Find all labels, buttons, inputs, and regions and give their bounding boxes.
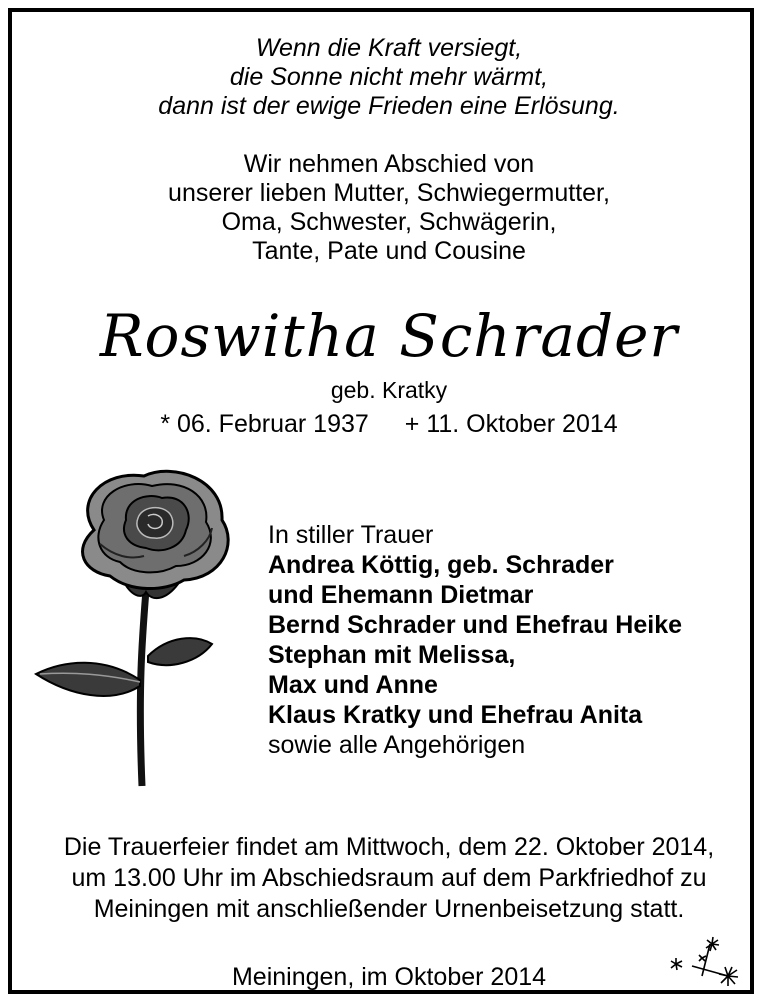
- intro-text: [12, 150, 760, 266]
- mourner-name: Klaus Kratky und Ehefrau Anita: [268, 701, 643, 729]
- mourners-closing: sowie alle Angehörigen: [268, 731, 526, 759]
- mourner-name: und Ehemann Dietmar: [268, 581, 534, 609]
- poem: [12, 34, 760, 121]
- funeral-line: Meiningen mit anschließender Urnenbeisetzung statt.: [93, 895, 685, 923]
- poem-line: dann ist der ewige Frieden eine Erlösung.: [158, 92, 620, 120]
- intro-line: Oma, Schwester, Schwägerin,: [221, 208, 557, 236]
- funeral-line: um 13.00 Uhr im Abschiedsraum auf dem Parkfriedhof zu: [71, 864, 707, 892]
- rose-icon: [34, 460, 244, 790]
- poem-line: die Sonne nicht mehr wärmt,: [229, 63, 549, 91]
- dandelion-icon: [662, 936, 742, 992]
- poem-line: Wenn die Kraft versiegt,: [255, 34, 523, 62]
- mourner-name: Bernd Schrader und Ehefrau Heike: [268, 611, 683, 639]
- intro-line: Tante, Pate und Cousine: [252, 237, 526, 265]
- life-dates: [12, 409, 760, 439]
- mourners-block: [268, 520, 682, 760]
- mourners-heading: In stiller Trauer: [268, 521, 434, 549]
- funeral-notice: [12, 832, 760, 925]
- deceased-name: Roswitha Schrader: [99, 302, 679, 370]
- mourner-name: Andrea Köttig, geb. Schrader: [268, 551, 614, 579]
- death-date: + 11. Oktober 2014: [404, 410, 618, 438]
- mourner-name: Max und Anne: [268, 671, 438, 699]
- obituary-frame: [8, 8, 754, 994]
- intro-line: unserer lieben Mutter, Schwiegermutter,: [168, 179, 610, 207]
- funeral-line: Die Trauerfeier findet am Mittwoch, dem 22. Oktober 2014,: [63, 833, 715, 861]
- birth-name: geb. Kratky: [330, 377, 448, 403]
- birth-date: * 06. Februar 1937: [160, 410, 369, 438]
- mourner-name: Stephan mit Melissa,: [268, 641, 516, 669]
- place-date: Meiningen, im Oktober 2014: [231, 963, 547, 991]
- intro-line: Wir nehmen Abschied von: [243, 150, 535, 178]
